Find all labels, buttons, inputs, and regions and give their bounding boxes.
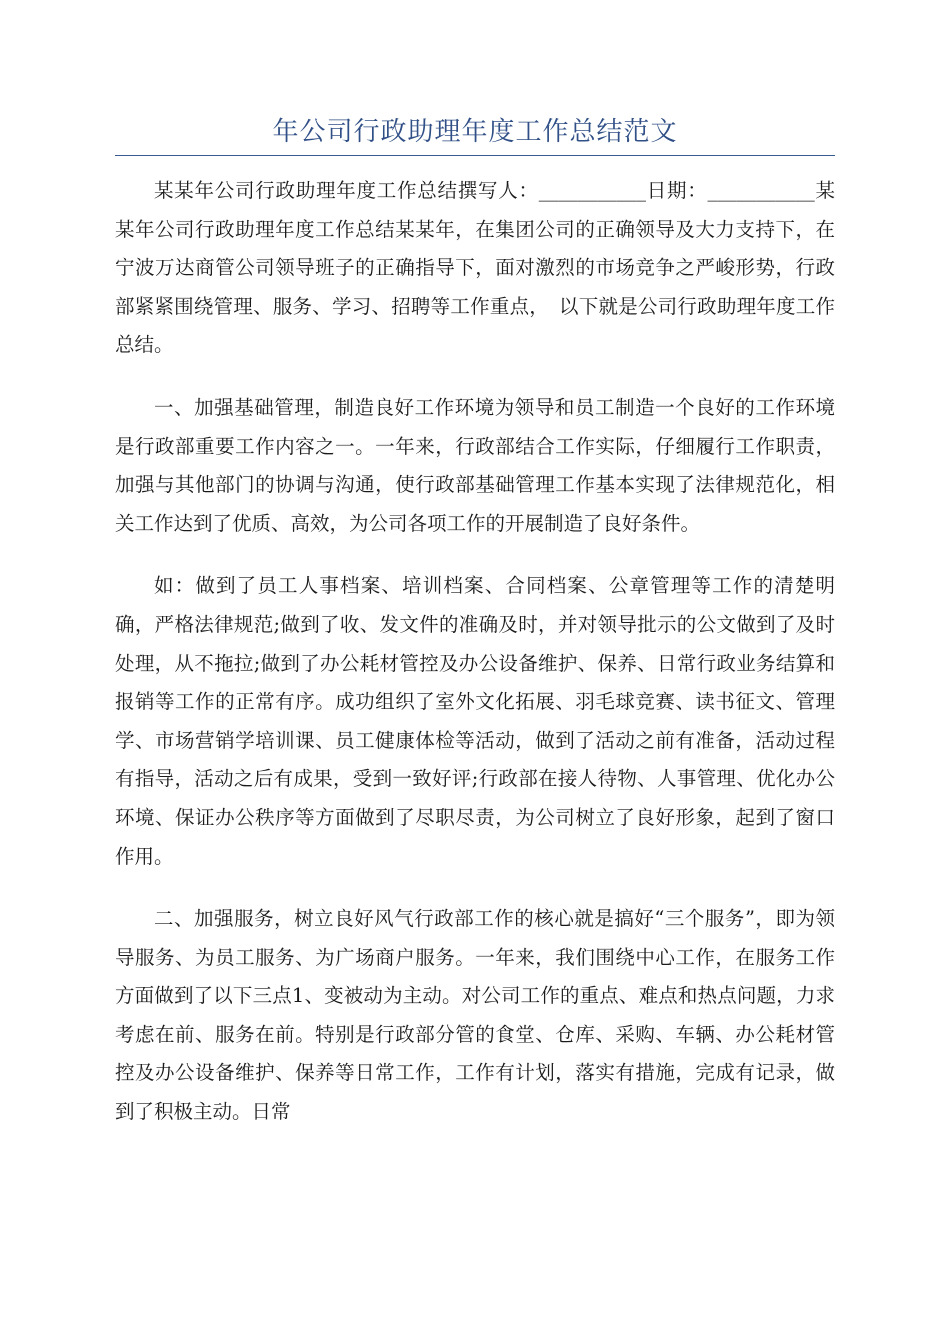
title-underline — [115, 155, 835, 156]
document-title: 年公司行政助理年度工作总结范文 — [272, 117, 678, 147]
paragraph-section-1: 一、加强基础管理，制造良好工作环境为领导和员工制造一个良好的工作环境是行政部重要工作内容之一。一年来，行政部结合工作实际，仔细履行工作职责，加强与其他部门的协调与沟通，使行政部基础管理工作基本实现了法律规范化，相关工作达到了优质、高效，为公司各项工作的开展制造了良好条件。 — [115, 395, 835, 535]
document-body — [115, 172, 835, 1156]
paragraph-section-2: 二、加强服务，树立良好风气行政部工作的核心就是搞好“三个服务”，即为领导服务、为员工服务、为广场商户服务。一年来，我们围绕中心工作，在服务工作方面做到了以下三点1、变被动为主动。对公司工作的重点、难点和热点问题，力求考虑在前、服务在前。特别是行政部分管的食堂、仓库、采购、车辆、办公耗材管控及办公设备维护、保养等日常工作，工作有计划，落实有措施，完成有记录，做到了积极主动。日常 — [115, 907, 835, 1124]
paragraph-examples: 如：做到了员工人事档案、培训档案、合同档案、公章管理等工作的清楚明确，严格法律规范;做到了收、发文件的准确及时，并对领导批示的公文做到了及时处理，从不拖拉;做到了办公耗材管控及办公设备维护、保养、日常行政业务结算和报销等工作的正常有序。成功组织了室外文化拓展、羽毛球竞赛、读书征文、管理学、市场营销学培训课、员工健康体检等活动，做到了活动之前有准备，活动过程有指导，活动之后有成果，受到一致好评;行政部在接人待物、人事管理、优化办公环境、保证办公秩序等方面做到了尽职尽责，为公司树立了良好形象，起到了窗口作用。 — [115, 574, 835, 868]
paragraph-intro: 某某年公司行政助理年度工作总结撰写人：___________日期：___________某某年公司行政助理年度工作总结某某年，在集团公司的正确领导及大力支持下，在宁波万达商管公司领导班子的正确指导下，面对激烈的市场竞争之严峻形势，行政部紧紧围绕管理、服务、学习、招聘等工作重点， 以下就是公司行政助理年度工作总结。 — [115, 179, 835, 357]
